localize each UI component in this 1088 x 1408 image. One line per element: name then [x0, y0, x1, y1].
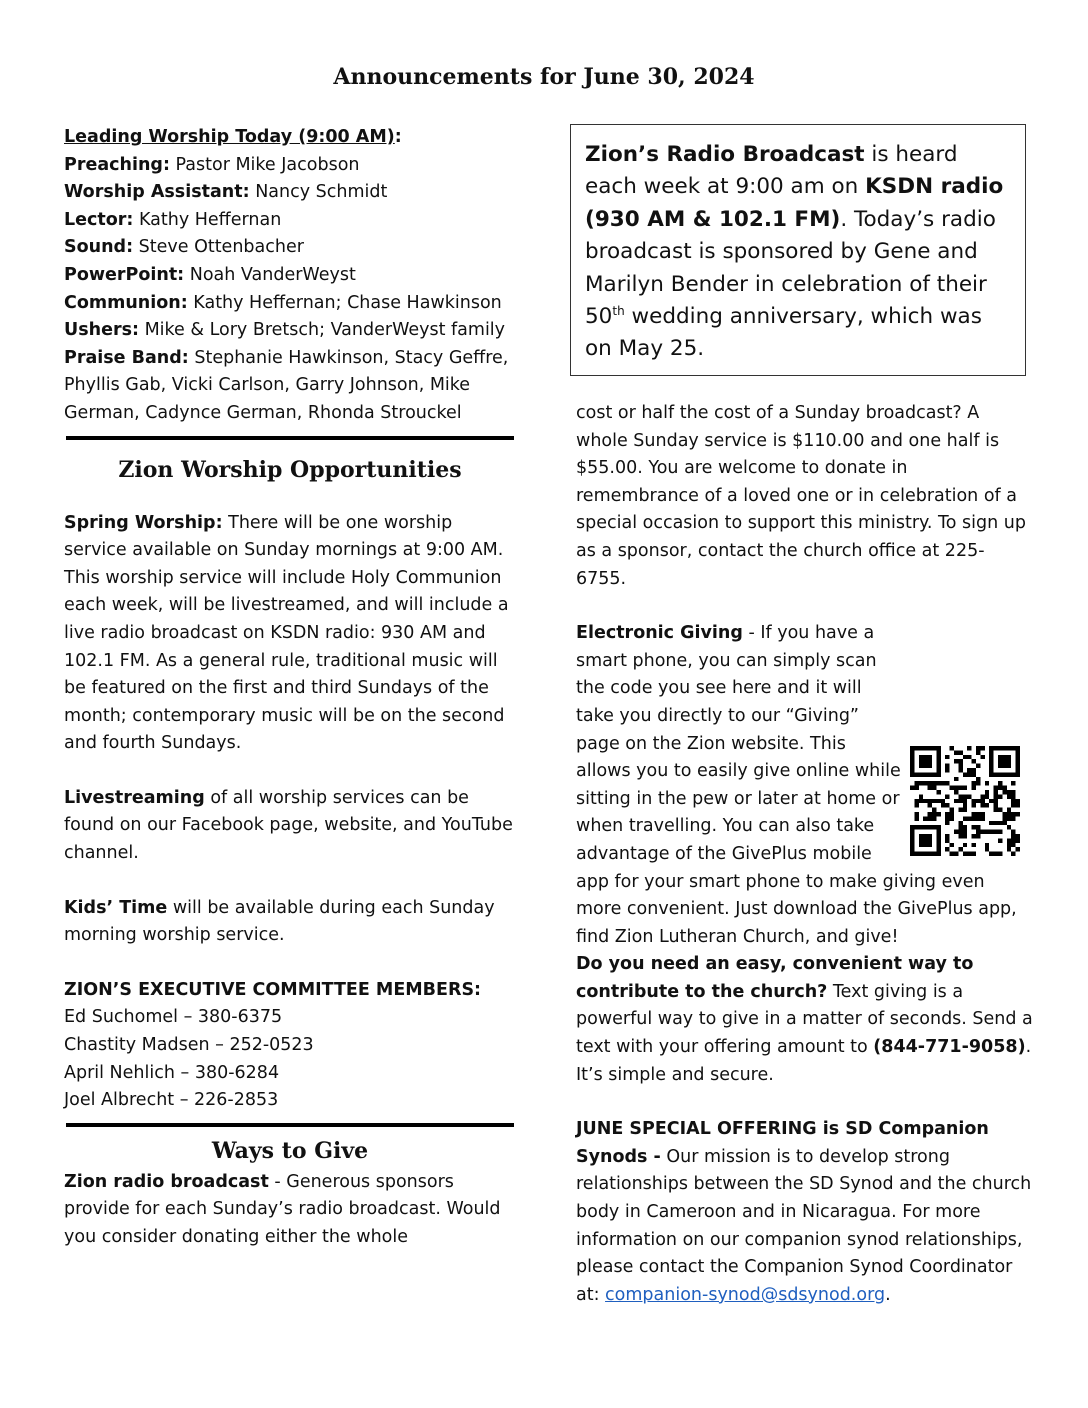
committee-member: Ed Suchomel – 380-6375 — [64, 1007, 283, 1028]
committee-member: Joel Albrecht – 226-2853 — [64, 1090, 279, 1111]
section-divider — [66, 436, 514, 440]
kids-time-paragraph: Kids’ Time will be available during each Sunday morning worship service. — [64, 897, 495, 946]
role-preaching: Preaching: Pastor Mike Jacobson — [64, 154, 360, 175]
special-offering-paragraph: JUNE SPECIAL OFFERING is SD Companion Synods - Our mission is to develop strong relationships between the SD Synod and the church body in Cameroon and in Nicaragua. For more information on our companion synod relationships, please contact the Companion Synod Coordinator at: companion-synod@sdsynod.org. — [576, 1119, 1032, 1305]
text-giving-paragraph: Do you need an easy, convenient way to contribute to the church? Text giving is a powerful way to give in a matter of seconds. Send a text with your offering amount to (844-771-9058). It’s simple and secure. — [576, 954, 1033, 1085]
companion-synod-email-link[interactable]: companion-synod@sdsynod.org — [605, 1284, 886, 1305]
committee-member: April Nehlich – 380-6284 — [64, 1062, 280, 1083]
role-communion: Communion: Kathy Heffernan; Chase Hawkinson — [64, 292, 502, 313]
electronic-giving-paragraph-cont: more convenient. Just download the GivePlus app, find Zion Lutheran Church, and give! — [576, 899, 1017, 947]
qr-code-icon[interactable] — [910, 746, 1020, 856]
page-title: Announcements for June 30, 2024 — [333, 64, 755, 90]
radio-sponsor-continued: cost or half the cost of a Sunday broadcast? A whole Sunday service is $110.00 and one half is $55.00. You are welcome to donate in remembrance of a loved one or in celebration of a special occasion to support this ministry. To sign up as a sponsor, contact the church office at 225-6755. — [576, 403, 1026, 589]
livestreaming-paragraph: Livestreaming of all worship services can be found on our Facebook page, website, and YouTube channel. — [64, 787, 513, 864]
radio-sponsor-paragraph: Zion radio broadcast - Generous sponsors provide for each Sunday’s radio broadcast. Would you consider donating either the whole — [64, 1171, 501, 1247]
left-column — [64, 124, 516, 1252]
leading-heading: Leading Worship Today (9:00 AM): — [64, 127, 402, 147]
role-praise-band: Praise Band: Stephanie Hawkinson, Stacy Geffre, Phyllis Gab, Vicki Carlson, Garry Johnson, Mike German, Cadynce German, Rhonda Strouckel — [64, 347, 509, 423]
role-ushers: Ushers: Mike & Lory Bretsch; VanderWeyst family — [64, 320, 506, 341]
section-divider — [66, 1123, 514, 1127]
spring-worship-paragraph: Spring Worship: There will be one worship service available on Sunday mornings at 9:00 AM. This worship service will include Holy Communion each week, will be livestreamed, and will include a live radio broadcast on KSDN radio: 930 AM and 102.1 FM. As a general rule, traditional music will be featured on the first and third Sundays of the month; contemporary music will be on the second and fourth Sundays. — [64, 512, 509, 754]
committee-heading: ZION’S EXECUTIVE COMMITTEE MEMBERS: — [64, 979, 482, 1000]
role-sound: Sound: Steve Ottenbacher — [64, 237, 304, 258]
role-worship-assistant: Worship Assistant: Nancy Schmidt — [64, 182, 388, 203]
opportunities-heading: Zion Worship Opportunities — [118, 456, 462, 483]
role-lector: Lector: Kathy Heffernan — [64, 209, 282, 230]
electronic-giving-paragraph: Electronic Giving - If you have a smart phone, you can simply scan the code you see here and it will take you directly to our “Giving” page on the Zion website. This allows you to easily give online while sitting in the pew or later at home or when travelling. You can also take advantage of the GivePlus mobile app for your smart phone to make giving even — [576, 623, 985, 892]
committee-member: Chastity Madsen – 252-0523 — [64, 1035, 314, 1056]
ways-to-give-heading: Ways to Give — [211, 1137, 369, 1164]
role-powerpoint: PowerPoint: Noah VanderWeyst — [64, 264, 356, 285]
radio-broadcast-box: Zion’s Radio Broadcast is heard each week at 9:00 am on KSDN radio (930 AM & 102.1 FM). Today’s radio broadcast is sponsored by Gene and Marilyn Bender in celebration of their 50th wedding anniversary, which was on May 25. — [570, 124, 1026, 376]
